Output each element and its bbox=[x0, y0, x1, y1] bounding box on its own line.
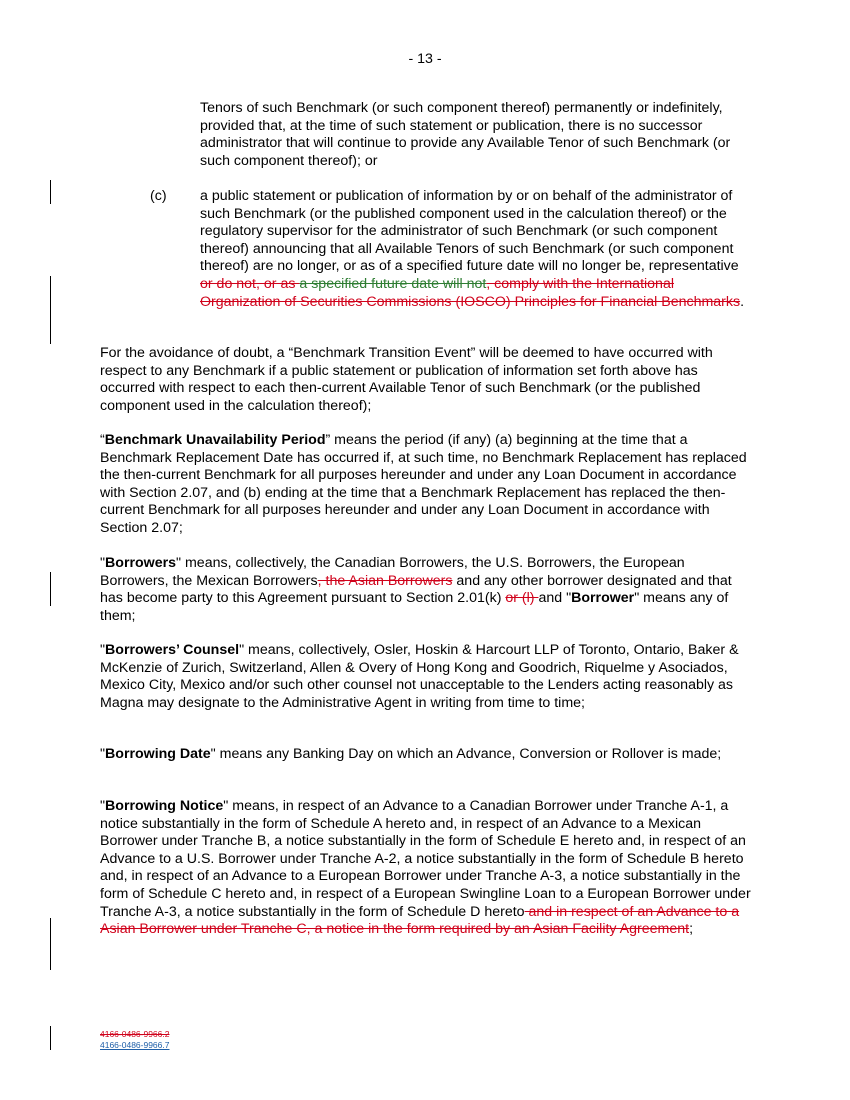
defined-term: Borrowers’ Counsel bbox=[105, 642, 240, 658]
clause-c-text bbox=[200, 188, 755, 311]
quote-open: " bbox=[100, 746, 106, 762]
definition-text: " means any of them; bbox=[100, 590, 729, 624]
moved-deleted-text: a specified future date will not bbox=[299, 275, 487, 292]
deleted-text: or do not, or as bbox=[200, 275, 300, 292]
deleted-text: , comply with the International Organization of Securities Commissions (IOSCO) Principles for Financial Benchmarks bbox=[200, 275, 741, 310]
definition-borrowing-notice bbox=[100, 798, 755, 939]
definition-text: " means, collectively, Osler, Hoskin & Harcourt LLP of Toronto, Ontario, Baker & McKenzie of Zurich, Switzerland, Allen & Overy of Hong Kong and Goodrich, Riquelme y Asociados, Mexico City, Mexico and/or such other counsel not unacceptable to the Lenders acting reasonably as Magna may designate to the Administrative Agent in writing from time to time; bbox=[100, 642, 739, 711]
footer-deleted-doc-id: 4166-0486-9966.2 bbox=[100, 1029, 170, 1039]
change-bar bbox=[50, 1026, 51, 1050]
tenors-paragraph: Tenors of such Benchmark (or such component thereof) permanently or indefinitely, provided that, at the time of such statement or publication, there is no successor administrator that will continue to provide any Available Tenor of such Benchmark (or such component thereof); or bbox=[200, 100, 731, 169]
quote-open: “ bbox=[100, 432, 105, 448]
clause-c-body: a public statement or publication of information by or on behalf of the administrator of such Benchmark (or the published component used in the calculation thereof) or the regulatory supervisor for the administrator of such Benchmark (or such component thereof) announcing that all Available Tenors of such Benchmark (or such component thereof) are no longer, or as of a specified future date will no longer be, representative bbox=[200, 188, 739, 275]
defined-term: Borrowing Date bbox=[105, 746, 211, 762]
quote-open: " bbox=[100, 555, 106, 571]
page-number: - 13 - bbox=[408, 51, 442, 67]
change-bar bbox=[50, 918, 51, 970]
defined-term: Benchmark Unavailability Period bbox=[104, 432, 326, 448]
definition-text: " means, in respect of an Advance to a Canadian Borrower under Tranche A-1, a notice substantially in the form of Schedule A hereto and, in respect of an Advance to a Mexican Borrower under Tranche B, a notice substantially in the form of Schedule E hereto and, in respect of an Advance to a U.S. Borrower under Tranche A-2, a notice substantially in the form of Schedule B hereto and, in respect of an Advance to a European Borrower under Tranche A-3, a notice substantially in the form of Schedule C hereto and, in respect of a European Swingline Loan to a European Borrower under Tranche A-3, a notice substantially in the form of Schedule D hereto bbox=[100, 798, 751, 920]
deleted-text: or (l) bbox=[505, 590, 539, 607]
clause-c-label: (c) bbox=[150, 188, 167, 204]
quote-open: " bbox=[100, 798, 106, 814]
defined-term: Borrowers bbox=[105, 555, 177, 571]
definition-text: " means any Banking Day on which an Advance, Conversion or Rollover is made; bbox=[210, 746, 722, 762]
definition-end: ; bbox=[689, 921, 694, 938]
definition-benchmark-unavailability bbox=[100, 432, 755, 538]
definition-text: ” means the period (if any) (a) beginning at the time that a Benchmark Replacement Date has occurred if, at such time, no Benchmark Replacement has replaced the then-current Benchmark for all purposes hereunder and under any Loan Document in accordance with Section 2.07, and (b) ending at the time that a Benchmark Replacement has replaced the then-current Benchmark for all purposes hereunder and under any Loan Document in accordance with Section 2.07; bbox=[100, 432, 747, 536]
defined-term: Borrower bbox=[571, 590, 635, 607]
deleted-text: , the Asian Borrowers bbox=[317, 572, 453, 589]
definition-borrowing-date bbox=[100, 746, 755, 764]
definition-borrowers-counsel bbox=[100, 642, 755, 712]
definition-borrowers bbox=[100, 555, 755, 625]
defined-term: Borrowing Notice bbox=[105, 798, 224, 814]
definition-text: and " bbox=[538, 590, 572, 607]
definition-text: " means, collectively, the Canadian Borrowers, the U.S. Borrowers, the European Borrowers, the Mexican Borrowers bbox=[100, 555, 685, 589]
avoidance-paragraph: For the avoidance of doubt, a “Benchmark Transition Event” will be deemed to have occurred with respect to any Benchmark if a public statement or publication of information set forth above has occurred with respect to each then-current Available Tenor of such Benchmark (or the published component used in the calculation thereof); bbox=[100, 345, 713, 414]
footer-inserted-doc-id: 4166-0486-9966.7 bbox=[100, 1040, 170, 1050]
change-bar bbox=[50, 572, 51, 606]
quote-open: " bbox=[100, 642, 106, 658]
definition-text: and any other borrower designated and that has become party to this Agreement pursuant to Section 2.01(k) bbox=[100, 572, 732, 607]
change-bar bbox=[50, 180, 51, 204]
clause-c-end: . bbox=[740, 293, 745, 310]
change-bar bbox=[50, 276, 51, 344]
deleted-text: and in respect of an Advance to a Asian Borrower under Tranche C, a notice in the form required by an Asian Facility Agreement bbox=[100, 903, 740, 938]
